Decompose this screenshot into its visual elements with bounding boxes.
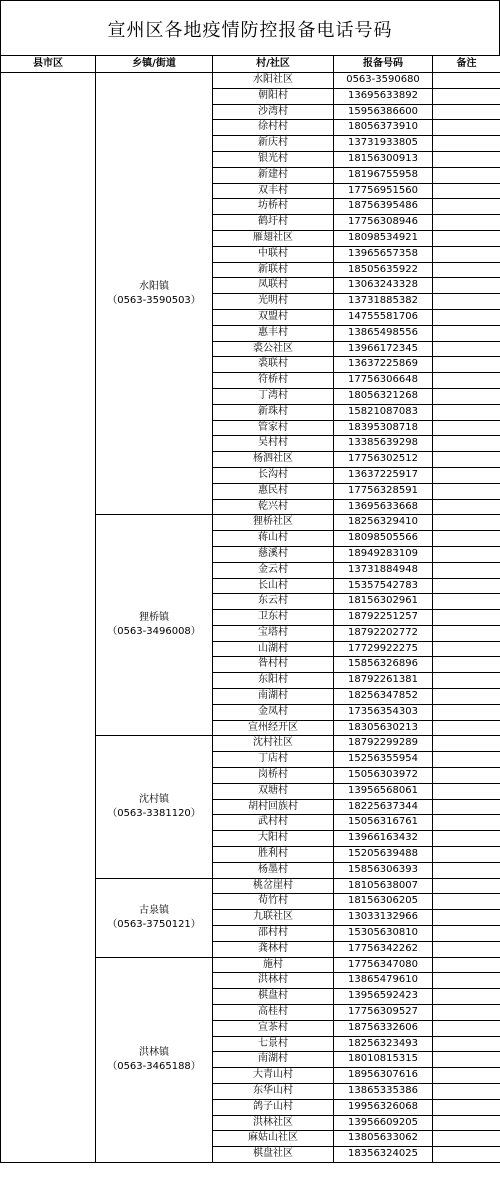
phone-number: 18098534921 xyxy=(334,230,433,246)
village-name: 鹤圩村 xyxy=(213,215,334,231)
remarks-cell xyxy=(433,720,500,736)
header-village: 村/社区 xyxy=(213,56,334,73)
town-cell xyxy=(96,878,213,957)
remarks-cell xyxy=(433,1020,500,1036)
remarks-cell xyxy=(433,673,500,689)
town-phone: （0563-3590503） xyxy=(107,294,201,306)
village-name: 光明村 xyxy=(213,294,334,310)
phone-number: 13865479610 xyxy=(334,973,433,989)
remarks-cell xyxy=(433,862,500,878)
town-cell xyxy=(96,515,213,736)
phone-number: 13695633668 xyxy=(334,499,433,515)
village-name: 胡村回族村 xyxy=(213,799,334,815)
village-name: 南湖村 xyxy=(213,689,334,705)
phone-number: 18756332606 xyxy=(334,1020,433,1036)
phone-number: 18196755958 xyxy=(334,167,433,183)
phone-number: 13956609205 xyxy=(334,1115,433,1131)
phone-number: 18792261381 xyxy=(334,673,433,689)
town-name: 沈村镇 xyxy=(139,794,169,806)
phone-number: 17756328591 xyxy=(334,483,433,499)
village-name: 双盟村 xyxy=(213,309,334,325)
village-name: 洪林社区 xyxy=(213,1115,334,1131)
remarks-cell xyxy=(433,689,500,705)
header-county: 县市区 xyxy=(1,56,96,73)
remarks-cell xyxy=(433,467,500,483)
remarks-cell xyxy=(433,1147,500,1163)
remarks-cell xyxy=(433,373,500,389)
town-phone: （0563-3381120） xyxy=(107,808,201,820)
remarks-cell xyxy=(433,515,500,531)
village-name: 长山村 xyxy=(213,578,334,594)
phone-number: 18792251257 xyxy=(334,610,433,626)
remarks-cell xyxy=(433,894,500,910)
phone-number: 13385639298 xyxy=(334,436,433,452)
village-name: 狸桥社区 xyxy=(213,515,334,531)
remarks-cell xyxy=(433,831,500,847)
remarks-cell xyxy=(433,989,500,1005)
remarks-cell xyxy=(433,704,500,720)
village-name: 邵村村 xyxy=(213,926,334,942)
remarks-cell xyxy=(433,783,500,799)
village-name: 高桂村 xyxy=(213,1005,334,1021)
phone-number: 15056316761 xyxy=(334,815,433,831)
village-name: 南湖村 xyxy=(213,1052,334,1068)
phone-number: 13805633062 xyxy=(334,1131,433,1147)
village-name: 符桥村 xyxy=(213,373,334,389)
remarks-cell xyxy=(433,499,500,515)
village-name: 山湖村 xyxy=(213,641,334,657)
village-name: 朝阳村 xyxy=(213,88,334,104)
phone-table xyxy=(0,55,500,1163)
phone-number: 17756342262 xyxy=(334,941,433,957)
phone-number: 18225637344 xyxy=(334,799,433,815)
phone-number: 13033132966 xyxy=(334,910,433,926)
phone-number: 13637225917 xyxy=(334,467,433,483)
village-name: 惠丰村 xyxy=(213,325,334,341)
village-name: 九联社区 xyxy=(213,910,334,926)
phone-number: 18956307616 xyxy=(334,1068,433,1084)
phone-number: 15056303972 xyxy=(334,768,433,784)
village-name: 宝塔村 xyxy=(213,625,334,641)
remarks-cell xyxy=(433,452,500,468)
village-name: 新建村 xyxy=(213,167,334,183)
remarks-cell xyxy=(433,1068,500,1084)
phone-number: 17756309527 xyxy=(334,1005,433,1021)
phone-number: 13865498556 xyxy=(334,325,433,341)
remarks-cell xyxy=(433,357,500,373)
village-name: 水阳社区 xyxy=(213,73,334,89)
phone-number: 18356324025 xyxy=(334,1147,433,1163)
phone-number: 15357542783 xyxy=(334,578,433,594)
remarks-cell xyxy=(433,136,500,152)
remarks-cell xyxy=(433,1115,500,1131)
village-name: 双丰村 xyxy=(213,183,334,199)
village-name: 雁翅社区 xyxy=(213,230,334,246)
remarks-cell xyxy=(433,657,500,673)
village-name: 宣州经开区 xyxy=(213,720,334,736)
village-name: 鸽子山村 xyxy=(213,1099,334,1115)
remarks-cell xyxy=(433,641,500,657)
phone-number: 18010815315 xyxy=(334,1052,433,1068)
remarks-cell xyxy=(433,578,500,594)
remarks-cell xyxy=(433,1036,500,1052)
phone-number: 15956386600 xyxy=(334,104,433,120)
phone-number: 15256355954 xyxy=(334,752,433,768)
town-phone: （0563-3750121） xyxy=(107,918,201,930)
remarks-cell xyxy=(433,183,500,199)
town-name: 洪林镇 xyxy=(139,1046,169,1058)
phone-number: 13966163432 xyxy=(334,831,433,847)
remarks-cell xyxy=(433,1084,500,1100)
phone-number: 13956568061 xyxy=(334,783,433,799)
header-row xyxy=(1,56,500,73)
remarks-cell xyxy=(433,926,500,942)
header-phone: 报备号码 xyxy=(334,56,433,73)
village-name: 金云村 xyxy=(213,562,334,578)
village-name: 杨泗社区 xyxy=(213,452,334,468)
village-name: 新庆村 xyxy=(213,136,334,152)
remarks-cell xyxy=(433,847,500,863)
village-name: 慈溪村 xyxy=(213,546,334,562)
remarks-cell xyxy=(433,388,500,404)
phone-number: 18098505566 xyxy=(334,531,433,547)
village-name: 施村 xyxy=(213,957,334,973)
village-name: 裘联村 xyxy=(213,357,334,373)
village-name: 杨墨村 xyxy=(213,862,334,878)
phone-number: 18256347852 xyxy=(334,689,433,705)
village-name: 东云村 xyxy=(213,594,334,610)
phone-number: 15856306393 xyxy=(334,862,433,878)
village-name: 东阳村 xyxy=(213,673,334,689)
remarks-cell xyxy=(433,120,500,136)
phone-number: 18395308718 xyxy=(334,420,433,436)
phone-number: 18756395486 xyxy=(334,199,433,215)
village-name: 双塘村 xyxy=(213,783,334,799)
village-name: 丁湾村 xyxy=(213,388,334,404)
town-name: 古泉镇 xyxy=(139,904,169,916)
village-name: 新联村 xyxy=(213,262,334,278)
remarks-cell xyxy=(433,878,500,894)
remarks-cell xyxy=(433,594,500,610)
village-name: 乾兴村 xyxy=(213,499,334,515)
remarks-cell xyxy=(433,910,500,926)
phone-number: 13731933805 xyxy=(334,136,433,152)
header-remarks: 备注 xyxy=(433,56,500,73)
phone-number: 15305630810 xyxy=(334,926,433,942)
village-name: 胜利村 xyxy=(213,847,334,863)
phone-number: 18305630213 xyxy=(334,720,433,736)
remarks-cell xyxy=(433,104,500,120)
village-name: 荀竹村 xyxy=(213,894,334,910)
remarks-cell xyxy=(433,941,500,957)
phone-number: 17756347080 xyxy=(334,957,433,973)
phone-number: 17756308946 xyxy=(334,215,433,231)
village-name: 东华山村 xyxy=(213,1084,334,1100)
phone-number: 14755581706 xyxy=(334,309,433,325)
village-name: 中联村 xyxy=(213,246,334,262)
header-town: 乡镇/街道 xyxy=(96,56,213,73)
village-name: 棋盘社区 xyxy=(213,1147,334,1163)
phone-number: 13063243328 xyxy=(334,278,433,294)
village-name: 管家村 xyxy=(213,420,334,436)
remarks-cell xyxy=(433,1131,500,1147)
remarks-cell xyxy=(433,404,500,420)
remarks-cell xyxy=(433,309,500,325)
phone-number: 13637225869 xyxy=(334,357,433,373)
village-name: 棋盘村 xyxy=(213,989,334,1005)
remarks-cell xyxy=(433,752,500,768)
village-name: 洪林村 xyxy=(213,973,334,989)
phone-number: 18949283109 xyxy=(334,546,433,562)
village-name: 吴村村 xyxy=(213,436,334,452)
village-name: 裘公社区 xyxy=(213,341,334,357)
phone-number: 13966172345 xyxy=(334,341,433,357)
phone-number: 18056373910 xyxy=(334,120,433,136)
village-name: 银光村 xyxy=(213,151,334,167)
phone-number: 17756951560 xyxy=(334,183,433,199)
remarks-cell xyxy=(433,625,500,641)
phone-number: 17356354303 xyxy=(334,704,433,720)
village-name: 宣茶村 xyxy=(213,1020,334,1036)
phone-number: 18256329410 xyxy=(334,515,433,531)
village-name: 长沟村 xyxy=(213,467,334,483)
remarks-cell xyxy=(433,1099,500,1115)
remarks-cell xyxy=(433,768,500,784)
phone-number: 19956326068 xyxy=(334,1099,433,1115)
table-body xyxy=(1,73,500,1163)
remarks-cell xyxy=(433,167,500,183)
remarks-cell xyxy=(433,215,500,231)
phone-number: 13865335386 xyxy=(334,1084,433,1100)
village-name: 沙湾村 xyxy=(213,104,334,120)
town-name: 狸桥镇 xyxy=(139,612,169,624)
phone-number: 15205639488 xyxy=(334,847,433,863)
town-cell xyxy=(96,957,213,1162)
table-row xyxy=(1,73,500,89)
remarks-cell xyxy=(433,436,500,452)
remarks-cell xyxy=(433,199,500,215)
phone-number: 13731884948 xyxy=(334,562,433,578)
remarks-cell xyxy=(433,546,500,562)
remarks-cell xyxy=(433,151,500,167)
village-name: 坊桥村 xyxy=(213,199,334,215)
village-name: 七景村 xyxy=(213,1036,334,1052)
document-title: 宣州区各地疫情防控报备电话号码 xyxy=(0,0,500,56)
village-name: 麻姑山社区 xyxy=(213,1131,334,1147)
phone-number: 18056321268 xyxy=(334,388,433,404)
village-name: 蒋山村 xyxy=(213,531,334,547)
village-name: 沈村社区 xyxy=(213,736,334,752)
phone-number: 18505635922 xyxy=(334,262,433,278)
county-cell xyxy=(1,73,96,1163)
phone-number: 17756306648 xyxy=(334,373,433,389)
remarks-cell xyxy=(433,610,500,626)
remarks-cell xyxy=(433,294,500,310)
village-name: 桃岔崖村 xyxy=(213,878,334,894)
remarks-cell xyxy=(433,815,500,831)
remarks-cell xyxy=(433,278,500,294)
phone-number: 18156306205 xyxy=(334,894,433,910)
remarks-cell xyxy=(433,262,500,278)
phone-number: 17756302512 xyxy=(334,452,433,468)
remarks-cell xyxy=(433,230,500,246)
remarks-cell xyxy=(433,341,500,357)
town-cell xyxy=(96,73,213,515)
village-name: 武村村 xyxy=(213,815,334,831)
phone-number: 13956592423 xyxy=(334,989,433,1005)
remarks-cell xyxy=(433,973,500,989)
town-cell xyxy=(96,736,213,878)
village-name: 金凤村 xyxy=(213,704,334,720)
town-name: 水阳镇 xyxy=(139,280,169,292)
remarks-cell xyxy=(433,246,500,262)
phone-number: 18256323493 xyxy=(334,1036,433,1052)
village-name: 凤联村 xyxy=(213,278,334,294)
town-phone: （0563-3465188） xyxy=(107,1060,201,1072)
phone-number: 13965657358 xyxy=(334,246,433,262)
phone-number: 18156300913 xyxy=(334,151,433,167)
phone-number: 18792299289 xyxy=(334,736,433,752)
remarks-cell xyxy=(433,73,500,89)
remarks-cell xyxy=(433,799,500,815)
remarks-cell xyxy=(433,325,500,341)
phone-number: 13731885382 xyxy=(334,294,433,310)
village-name: 龚林村 xyxy=(213,941,334,957)
phone-number: 18156302961 xyxy=(334,594,433,610)
village-name: 大阳村 xyxy=(213,831,334,847)
village-name: 惠民村 xyxy=(213,483,334,499)
phone-number: 13695633892 xyxy=(334,88,433,104)
village-name: 卫东村 xyxy=(213,610,334,626)
remarks-cell xyxy=(433,1005,500,1021)
phone-number: 15856326896 xyxy=(334,657,433,673)
phone-number: 15821087083 xyxy=(334,404,433,420)
remarks-cell xyxy=(433,483,500,499)
village-name: 新珠村 xyxy=(213,404,334,420)
village-name: 大青山村 xyxy=(213,1068,334,1084)
remarks-cell xyxy=(433,1052,500,1068)
phone-number: 18105638007 xyxy=(334,878,433,894)
remarks-cell xyxy=(433,88,500,104)
remarks-cell xyxy=(433,562,500,578)
village-name: 丁店村 xyxy=(213,752,334,768)
remarks-cell xyxy=(433,531,500,547)
phone-number: 0563-3590680 xyxy=(334,73,433,89)
phone-number: 18792202772 xyxy=(334,625,433,641)
village-name: 徐村村 xyxy=(213,120,334,136)
village-name: 岗桥村 xyxy=(213,768,334,784)
phone-number: 17729922275 xyxy=(334,641,433,657)
remarks-cell xyxy=(433,420,500,436)
town-phone: （0563-3496008） xyxy=(107,626,201,638)
village-name: 昝村村 xyxy=(213,657,334,673)
remarks-cell xyxy=(433,957,500,973)
remarks-cell xyxy=(433,736,500,752)
